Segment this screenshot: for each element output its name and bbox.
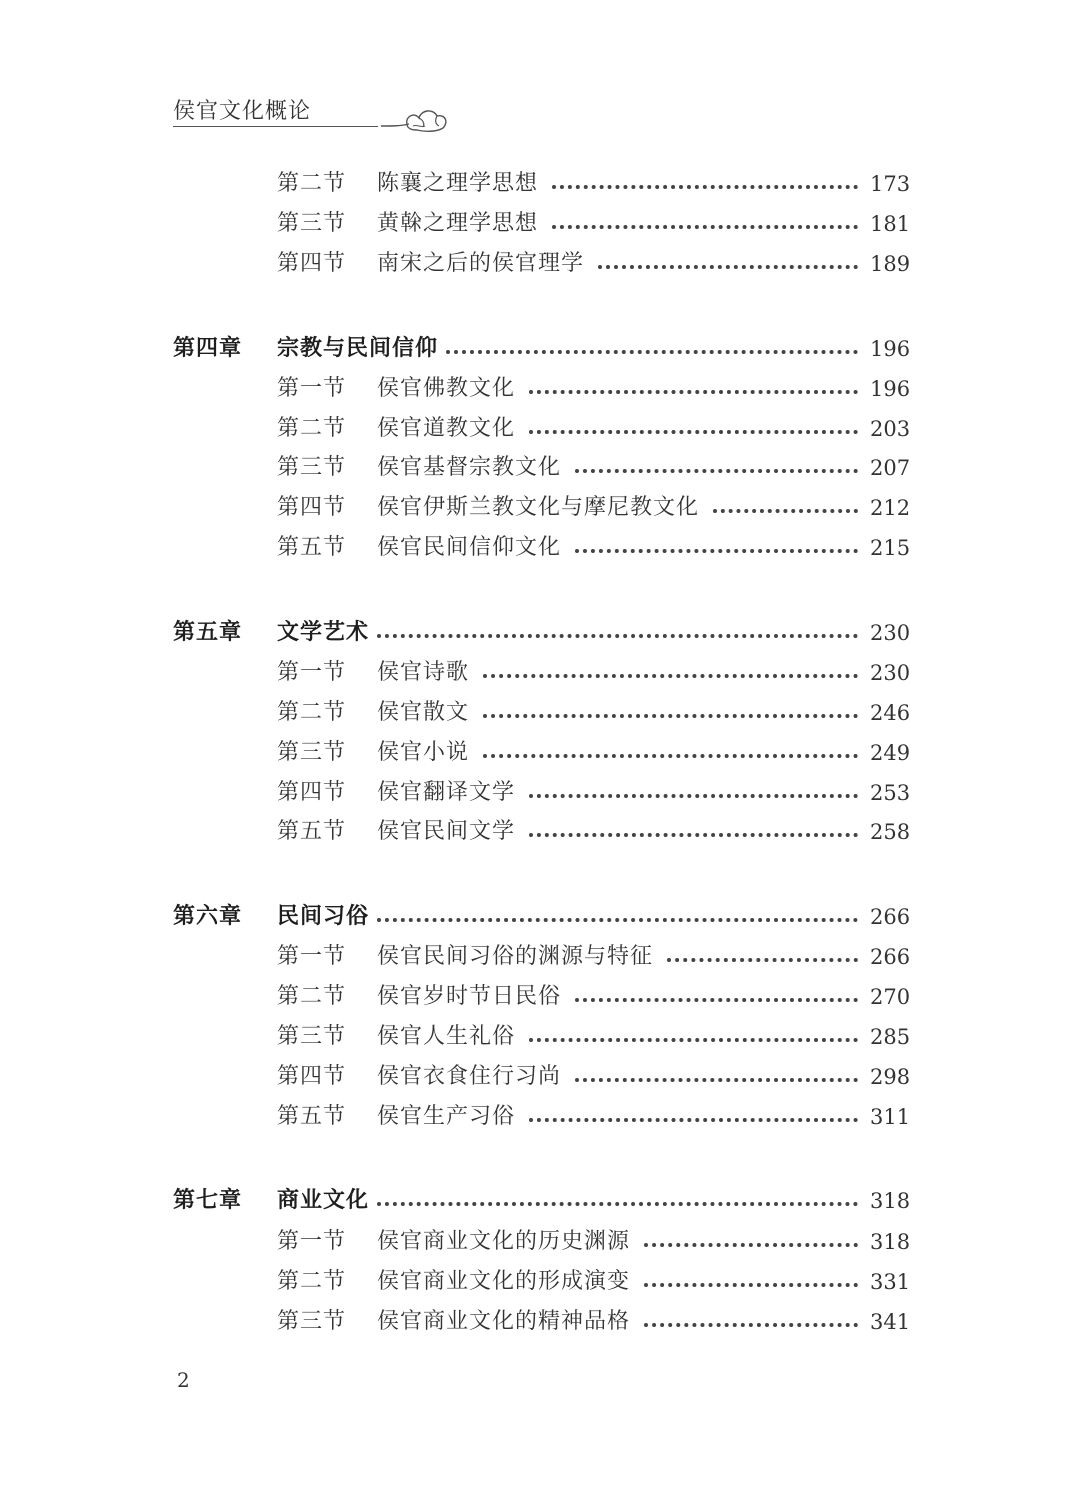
- toc-section-row: [0, 981, 1080, 1013]
- page-ref: 230: [870, 661, 911, 685]
- toc-section-row: [0, 697, 1080, 729]
- section-label: 第五节: [277, 535, 347, 560]
- page-ref: 246: [870, 701, 911, 725]
- section-title: 陈襄之理学思想: [377, 171, 539, 196]
- toc-section-row: [0, 777, 1080, 809]
- dot-leader: [529, 430, 858, 434]
- section-title: 侯官民间信仰文化: [377, 535, 562, 560]
- section-label: 第三节: [277, 1309, 347, 1334]
- section-label: 第一节: [277, 376, 347, 401]
- page-number: 2: [177, 1368, 190, 1392]
- chapter-label: 第七章: [173, 1188, 243, 1213]
- section-label: 第一节: [277, 1229, 347, 1254]
- dot-leader: [446, 350, 858, 354]
- toc-section-row: [0, 373, 1080, 405]
- section-label: 第一节: [277, 660, 347, 685]
- section-title: 侯官小说: [377, 740, 470, 765]
- section-label: 第三节: [277, 211, 347, 236]
- page-ref: 189: [870, 252, 911, 276]
- toc-section-row: [0, 492, 1080, 524]
- section-title: 侯官民间习俗的渊源与特征: [377, 944, 654, 969]
- page-ref: 270: [870, 985, 911, 1009]
- section-label: 第三节: [277, 455, 347, 480]
- section-title: 侯官伊斯兰教文化与摩尼教文化: [377, 495, 700, 520]
- section-title: 侯官散文: [377, 700, 470, 725]
- section-label: 第二节: [277, 1269, 347, 1294]
- section-label: 第一节: [277, 944, 347, 969]
- page-ref: 266: [870, 905, 911, 929]
- section-label: 第二节: [277, 984, 347, 1009]
- section-title: 侯官岁时节日民俗: [377, 984, 562, 1009]
- dot-leader: [483, 754, 858, 758]
- section-label: 第五节: [277, 819, 347, 844]
- chapter-title: 文学艺术: [277, 620, 370, 645]
- toc-section-row: [0, 208, 1080, 240]
- toc-section-row: [0, 532, 1080, 564]
- section-title: 侯官人生礼俗: [377, 1024, 516, 1049]
- page-ref: 215: [870, 536, 911, 560]
- section-label: 第五节: [277, 1104, 347, 1129]
- page-ref: 341: [870, 1310, 911, 1334]
- dot-leader: [377, 634, 858, 638]
- page-ref: 203: [870, 417, 911, 441]
- dot-leader: [575, 469, 858, 473]
- section-title: 侯官衣食住行习尚: [377, 1064, 562, 1089]
- page-ref: 285: [870, 1025, 911, 1049]
- page-ref: 230: [870, 621, 911, 645]
- section-title: 侯官佛教文化: [377, 376, 516, 401]
- chapter-label: 第五章: [173, 620, 243, 645]
- dot-leader: [644, 1243, 858, 1247]
- toc-section-row: [0, 737, 1080, 769]
- section-label: 第三节: [277, 740, 347, 765]
- toc-section-row: [0, 1306, 1080, 1338]
- page-ref: 266: [870, 945, 911, 969]
- dot-leader: [575, 1078, 858, 1082]
- chapter-label: 第六章: [173, 904, 243, 929]
- dot-leader: [644, 1323, 858, 1327]
- toc-section-row: [0, 413, 1080, 445]
- dot-leader: [483, 714, 858, 718]
- page-ref: 253: [870, 781, 911, 805]
- section-label: 第二节: [277, 416, 347, 441]
- section-title: 侯官生产习俗: [377, 1104, 516, 1129]
- page-ref: 318: [870, 1189, 911, 1213]
- dot-leader: [529, 1118, 858, 1122]
- page-ref: 298: [870, 1065, 911, 1089]
- dot-leader: [575, 549, 858, 553]
- section-title: 侯官民间文学: [377, 819, 516, 844]
- dot-leader: [644, 1283, 858, 1287]
- toc-section-row: [0, 657, 1080, 689]
- dot-leader: [575, 998, 858, 1002]
- section-label: 第三节: [277, 1024, 347, 1049]
- dot-leader: [598, 265, 858, 269]
- section-title: 侯官商业文化的历史渊源: [377, 1229, 631, 1254]
- dot-leader: [552, 225, 858, 229]
- toc-section-row: [0, 452, 1080, 484]
- page-ref: 331: [870, 1270, 911, 1294]
- chapter-title: 民间习俗: [277, 904, 370, 929]
- toc-section-row: [0, 1061, 1080, 1093]
- toc-chapter-row: [0, 901, 1080, 933]
- toc-section-row: [0, 248, 1080, 280]
- section-title: 南宋之后的侯官理学: [377, 251, 585, 276]
- toc-chapter-row: [0, 1185, 1080, 1217]
- toc-section-row: [0, 816, 1080, 848]
- toc-section-row: [0, 1226, 1080, 1258]
- dot-leader: [377, 918, 858, 922]
- section-title: 侯官商业文化的精神品格: [377, 1309, 631, 1334]
- chapter-title: 宗教与民间信仰: [277, 336, 439, 361]
- toc-section-row: [0, 941, 1080, 973]
- section-label: 第二节: [277, 171, 347, 196]
- page-ref: 311: [870, 1105, 911, 1129]
- dot-leader: [667, 958, 858, 962]
- page-ref: 318: [870, 1230, 911, 1254]
- page-ref: 173: [870, 172, 911, 196]
- dot-leader: [529, 794, 858, 798]
- dot-leader: [529, 833, 858, 837]
- section-title: 侯官基督宗教文化: [377, 455, 562, 480]
- section-title: 侯官翻译文学: [377, 780, 516, 805]
- section-title: 侯官诗歌: [377, 660, 470, 685]
- dot-leader: [377, 1202, 858, 1206]
- section-title: 侯官道教文化: [377, 416, 516, 441]
- dot-leader: [529, 390, 858, 394]
- section-label: 第四节: [277, 1064, 347, 1089]
- page-ref: 207: [870, 456, 911, 480]
- chapter-title: 商业文化: [277, 1188, 370, 1213]
- toc-chapter-row: [0, 617, 1080, 649]
- toc-section-row: [0, 1021, 1080, 1053]
- toc-chapter-row: [0, 333, 1080, 365]
- section-label: 第四节: [277, 495, 347, 520]
- page-ref: 258: [870, 820, 911, 844]
- page-ref: 196: [870, 377, 911, 401]
- page-ref: 181: [870, 212, 911, 236]
- toc-section-row: [0, 1101, 1080, 1133]
- page-ref: 196: [870, 337, 911, 361]
- section-label: 第四节: [277, 780, 347, 805]
- running-title: 侯官文化概论: [173, 99, 312, 124]
- page-ref: 249: [870, 741, 911, 765]
- dot-leader: [552, 185, 858, 189]
- toc-section-row: [0, 168, 1080, 200]
- chapter-label: 第四章: [173, 336, 243, 361]
- dot-leader: [713, 509, 858, 513]
- dot-leader: [529, 1038, 858, 1042]
- section-label: 第二节: [277, 700, 347, 725]
- dot-leader: [483, 674, 858, 678]
- page-ref: 212: [870, 496, 911, 520]
- toc-section-row: [0, 1266, 1080, 1298]
- section-title: 侯官商业文化的形成演变: [377, 1269, 631, 1294]
- section-label: 第四节: [277, 251, 347, 276]
- section-title: 黄榦之理学思想: [377, 211, 539, 236]
